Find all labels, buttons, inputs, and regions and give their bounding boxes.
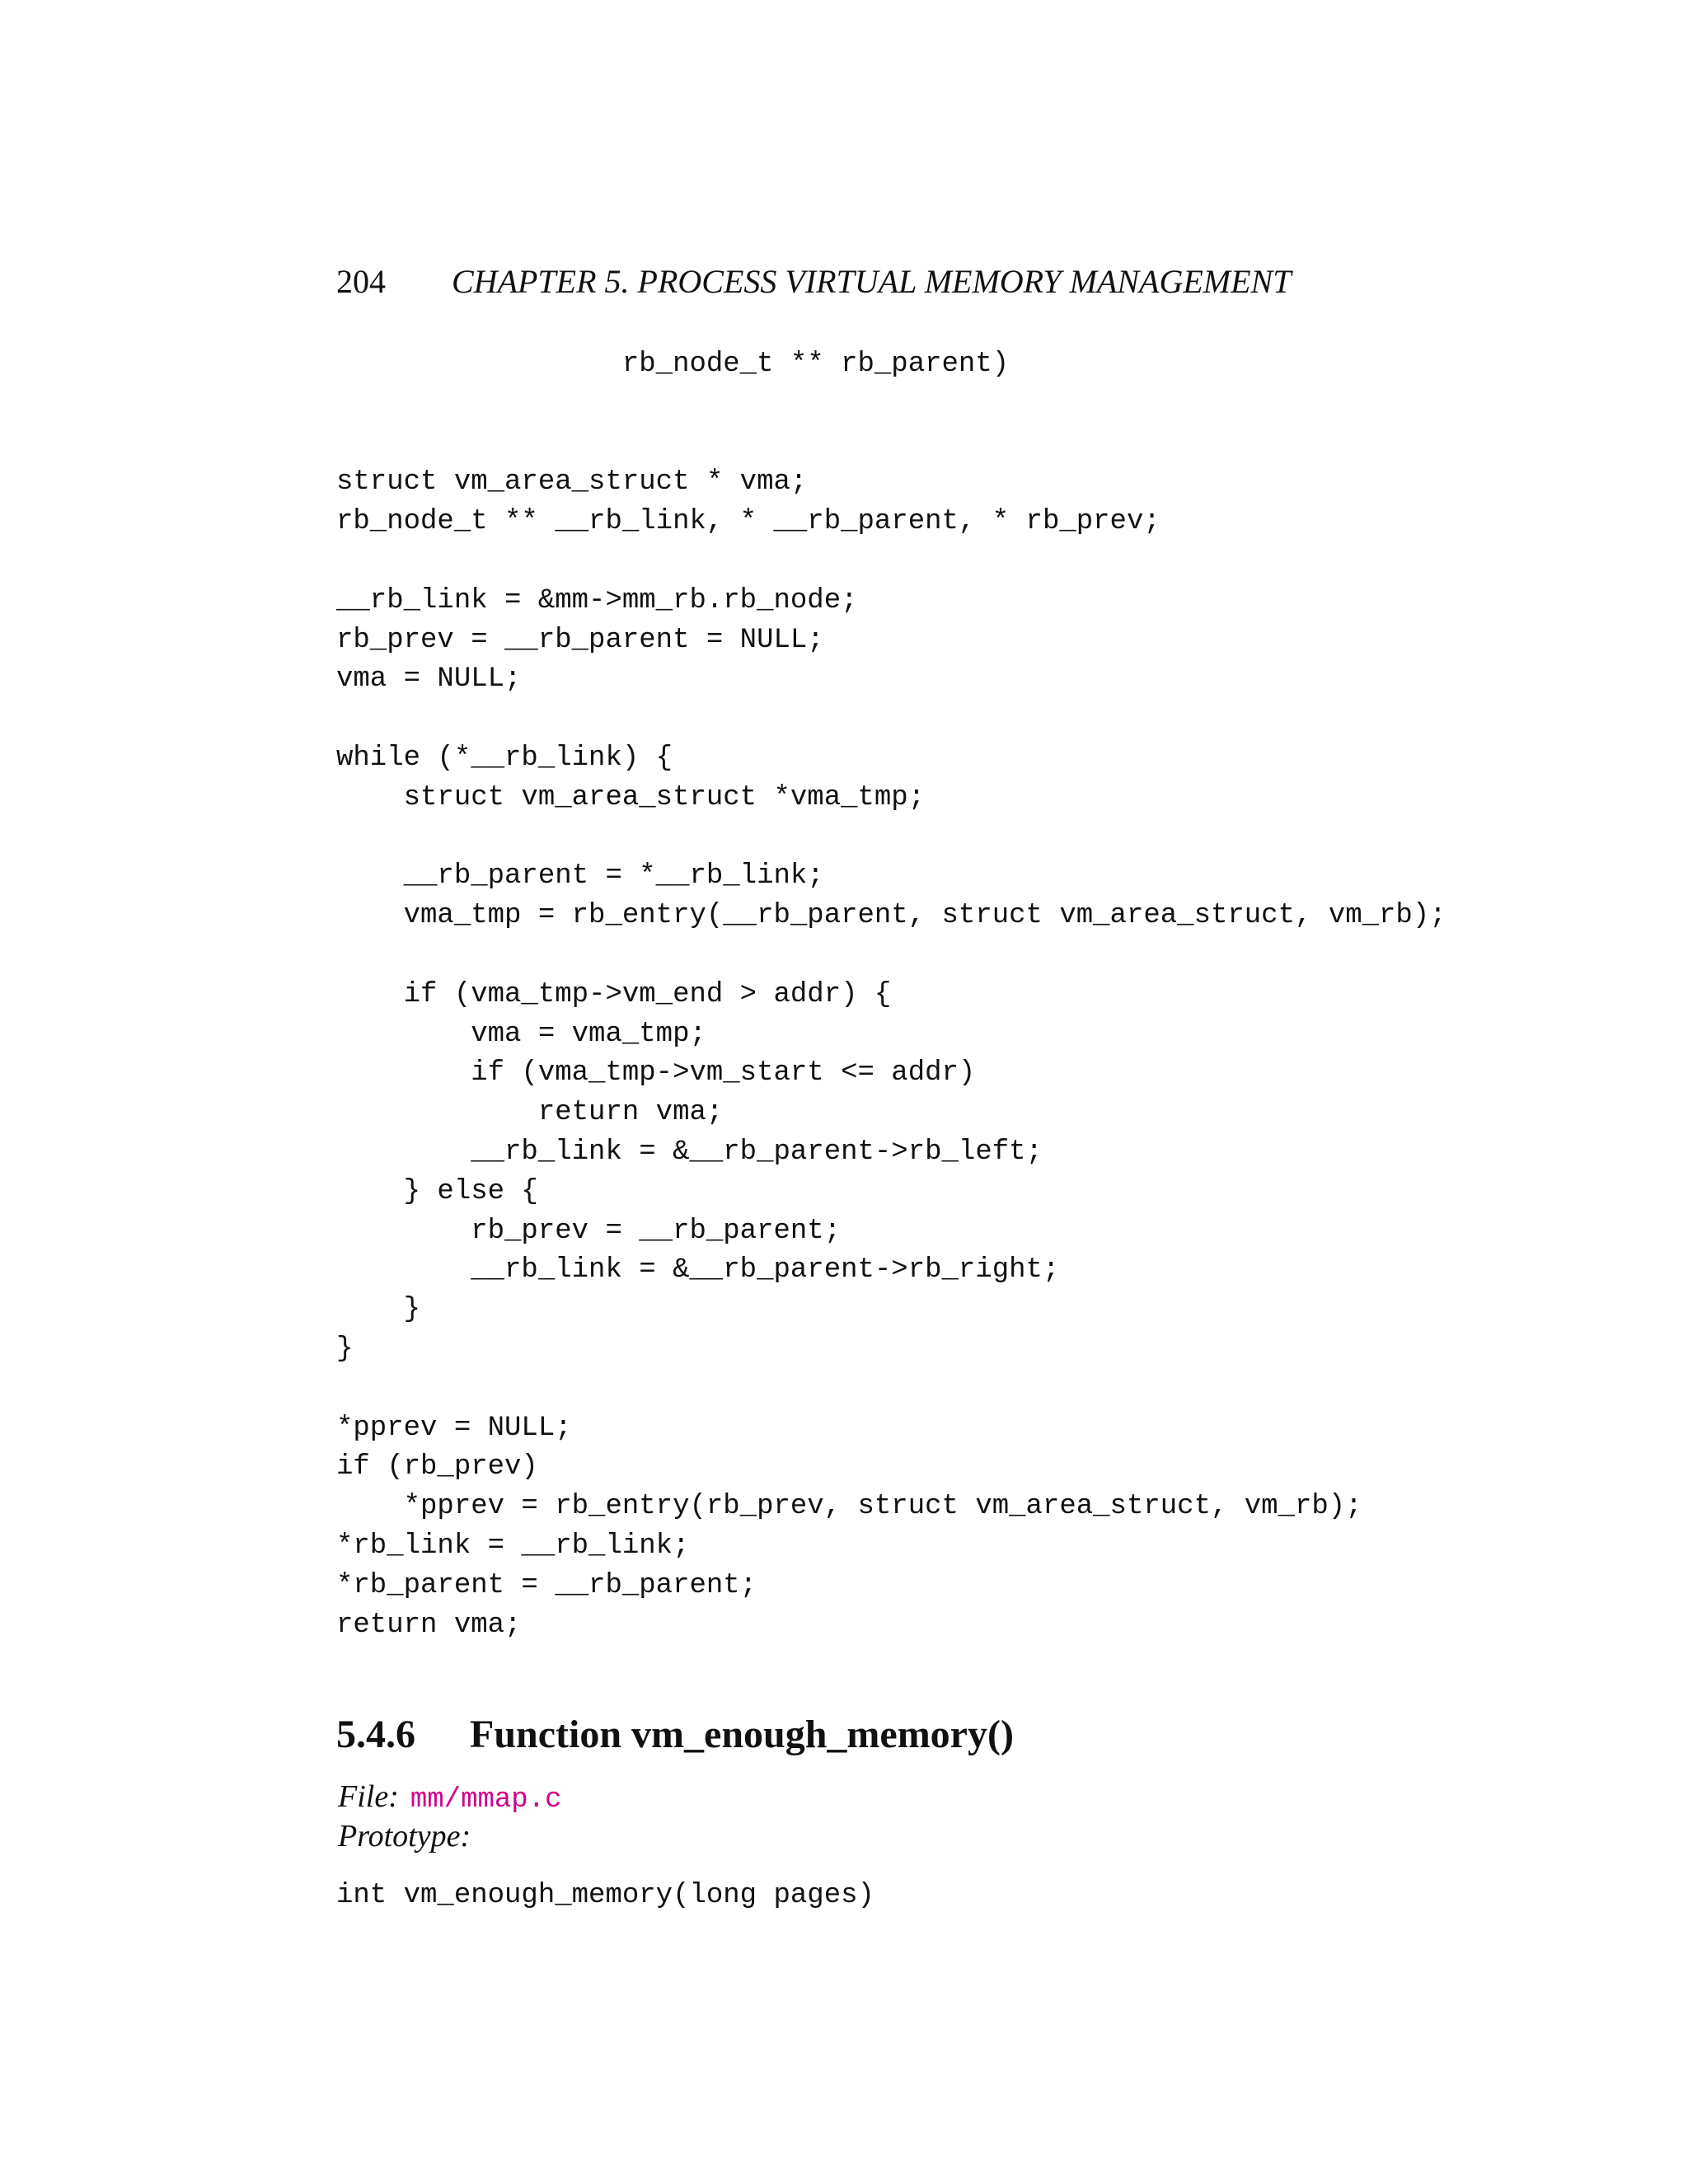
- prototype-label: [338, 1816, 471, 1856]
- code-line: return vma;: [336, 1609, 522, 1641]
- file-label: File:: [338, 1779, 399, 1814]
- code-line: struct vm_area_struct *vma_tmp;: [336, 781, 926, 813]
- code-line: vma = vma_tmp;: [336, 1018, 706, 1050]
- code-line: if (vma_tmp->vm_start <= addr): [336, 1057, 976, 1090]
- code-line: vma = NULL;: [336, 663, 522, 696]
- code-listing: [336, 345, 1447, 1645]
- file-path-link[interactable]: mm/mmap.c: [410, 1784, 562, 1816]
- code-line: struct vm_area_struct * vma;: [336, 466, 808, 499]
- code-line: *rb_link = __rb_link;: [336, 1530, 690, 1562]
- code-line: *pprev = NULL;: [336, 1412, 572, 1444]
- section-heading: [336, 1706, 1014, 1764]
- code-line: } else {: [336, 1175, 538, 1207]
- code-line: rb_node_t ** rb_parent): [336, 349, 1010, 380]
- code-line: [336, 542, 1441, 582]
- code-line: [336, 385, 1441, 424]
- code-line: if (rb_prev): [336, 1451, 538, 1483]
- code-line: rb_prev = __rb_parent;: [336, 1215, 842, 1247]
- code-line: *rb_parent = __rb_parent;: [336, 1569, 757, 1601]
- code-line: [336, 700, 1441, 739]
- code-line: [336, 936, 1441, 976]
- code-line: int vm_enough_memory(long pages): [336, 1880, 874, 1911]
- code-line: if (vma_tmp->vm_end > addr) {: [336, 978, 892, 1010]
- code-line: vma_tmp = rb_entry(__rb_parent, struct vm_area_struct, vm_rb);: [336, 900, 1447, 932]
- prototype-code: [336, 1876, 1441, 1915]
- code-line: }: [336, 1333, 354, 1365]
- section-number: 5.4.6: [336, 1713, 415, 1756]
- code-line: [336, 1370, 1441, 1409]
- code-line: [336, 818, 1441, 858]
- code-line: }: [336, 1294, 421, 1326]
- running-title: CHAPTER 5. PROCESS VIRTUAL MEMORY MANAGEMENT: [452, 263, 1292, 300]
- code-line: __rb_link = &__rb_parent->rb_right;: [336, 1254, 1060, 1286]
- code-line: __rb_parent = *__rb_link;: [336, 860, 824, 893]
- code-line: while (*__rb_link) {: [336, 742, 673, 774]
- section-title: Function vm_enough_memory(): [470, 1713, 1014, 1756]
- code-line: __rb_link = &mm->mm_rb.rb_node;: [336, 584, 858, 616]
- page-number: 204: [336, 263, 386, 300]
- code-line: return vma;: [336, 1097, 724, 1129]
- code-line: rb_prev = __rb_parent = NULL;: [336, 624, 824, 656]
- code-line: __rb_link = &__rb_parent->rb_left;: [336, 1136, 1043, 1168]
- prototype-label-text: Prototype:: [338, 1819, 471, 1854]
- page-header: [336, 257, 1400, 307]
- code-line: rb_node_t ** __rb_link, * __rb_parent, * rb_prev;: [336, 506, 1160, 538]
- file-info: [338, 1777, 562, 1820]
- code-line: *pprev = rb_entry(rb_prev, struct vm_area_struct, vm_rb);: [336, 1491, 1362, 1523]
- code-line: [336, 424, 1441, 464]
